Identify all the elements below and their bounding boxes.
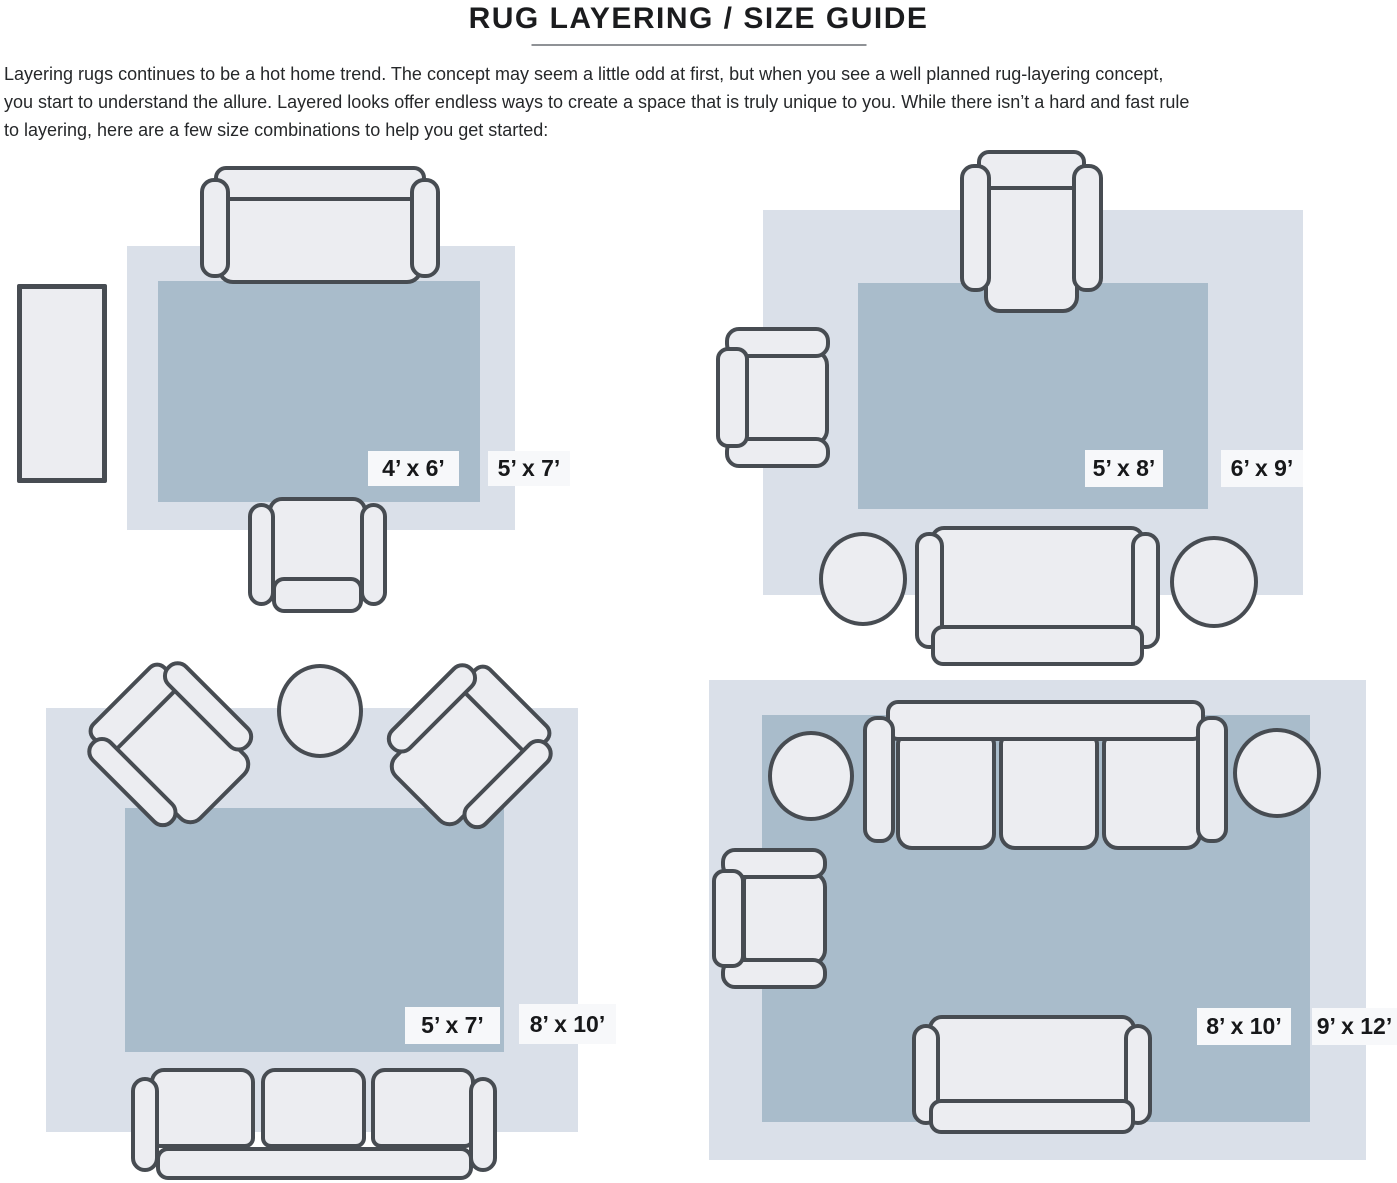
sofa-back-cushion bbox=[886, 700, 1205, 741]
round-accent-table bbox=[277, 664, 363, 758]
armchair-bottom bbox=[248, 497, 387, 613]
size-label-outer: 5’ x 7’ bbox=[488, 451, 570, 486]
intro-line-2: you start to understand the allure. Layered looks offer endless ways to create a space that is truly unique to you. While there isn’t a hard and fast rule bbox=[4, 92, 1190, 112]
sofa-arm-left bbox=[131, 1077, 159, 1172]
page-title: RUG LAYERING / SIZE GUIDE bbox=[468, 2, 929, 35]
console-table bbox=[17, 284, 107, 483]
sofa-arm-right bbox=[1196, 716, 1228, 843]
sofa-bottom bbox=[131, 1068, 497, 1182]
armchair-back-cushion bbox=[716, 347, 749, 448]
intro-paragraph bbox=[4, 60, 1396, 144]
armchair-arm-left bbox=[248, 503, 275, 606]
size-label-outer: 8’ x 10’ bbox=[519, 1004, 616, 1044]
sofa-seat bbox=[217, 192, 423, 284]
armchair-left bbox=[712, 848, 829, 989]
armchair-arm-right bbox=[1072, 164, 1103, 292]
title-divider bbox=[531, 44, 866, 46]
armchair-seat bbox=[742, 871, 827, 966]
size-label-inner: 5’ x 8’ bbox=[1085, 450, 1163, 487]
loveseat-seat bbox=[928, 1015, 1136, 1111]
sofa-cushion-3 bbox=[371, 1068, 475, 1148]
sofa-top bbox=[200, 166, 440, 284]
sofa-back-cushion bbox=[214, 166, 426, 201]
size-label-outer: 9’ x 12’ bbox=[1312, 1008, 1397, 1045]
round-side-table-right bbox=[1233, 728, 1321, 818]
armchair-left bbox=[716, 327, 831, 468]
armchair-seat bbox=[268, 497, 367, 589]
armchair-arm-right bbox=[360, 503, 387, 606]
intro-line-1: Layering rugs continues to be a hot home trend. The concept may seem a little odd at first, but when you see a well planned rug-layering concept, bbox=[4, 64, 1164, 84]
size-label-inner: 8’ x 10’ bbox=[1197, 1008, 1291, 1045]
armchair-seat bbox=[744, 349, 829, 446]
sofa-back-cushion bbox=[156, 1147, 473, 1180]
sofa-cushion-1 bbox=[150, 1068, 255, 1148]
armchair-top bbox=[960, 150, 1103, 313]
sofa-cushion-1 bbox=[896, 734, 996, 850]
round-side-table-left bbox=[768, 731, 854, 821]
armchair-back-cushion bbox=[977, 150, 1086, 190]
round-side-table-left bbox=[819, 532, 907, 626]
intro-line-3: to layering, here are a few size combinations to help you get started: bbox=[4, 120, 549, 140]
sofa-top bbox=[863, 700, 1228, 850]
armchair-seat bbox=[984, 180, 1079, 313]
size-label-outer: 6’ x 9’ bbox=[1221, 450, 1303, 487]
sofa-cushion-2 bbox=[999, 734, 1099, 850]
armchair-back-cushion bbox=[712, 869, 745, 968]
sofa-arm-left bbox=[863, 716, 895, 843]
loveseat-bottom bbox=[912, 1015, 1152, 1134]
sofa-arm-left bbox=[200, 178, 230, 278]
sofa-arm-right bbox=[410, 178, 440, 278]
size-label-inner: 4’ x 6’ bbox=[368, 451, 459, 486]
loveseat-back-cushion bbox=[929, 1099, 1135, 1134]
size-label-inner: 5’ x 7’ bbox=[405, 1007, 500, 1044]
sofa-bottom bbox=[915, 526, 1160, 666]
sofa-cushion-3 bbox=[1102, 734, 1202, 850]
armchair-back-cushion bbox=[272, 577, 363, 613]
sofa-back-cushion bbox=[931, 625, 1144, 666]
armchair-arm-left bbox=[960, 164, 991, 292]
sofa-cushion-2 bbox=[261, 1068, 366, 1148]
round-side-table-right bbox=[1170, 536, 1258, 628]
sofa-seat bbox=[930, 526, 1145, 638]
sofa-arm-right bbox=[469, 1077, 497, 1172]
